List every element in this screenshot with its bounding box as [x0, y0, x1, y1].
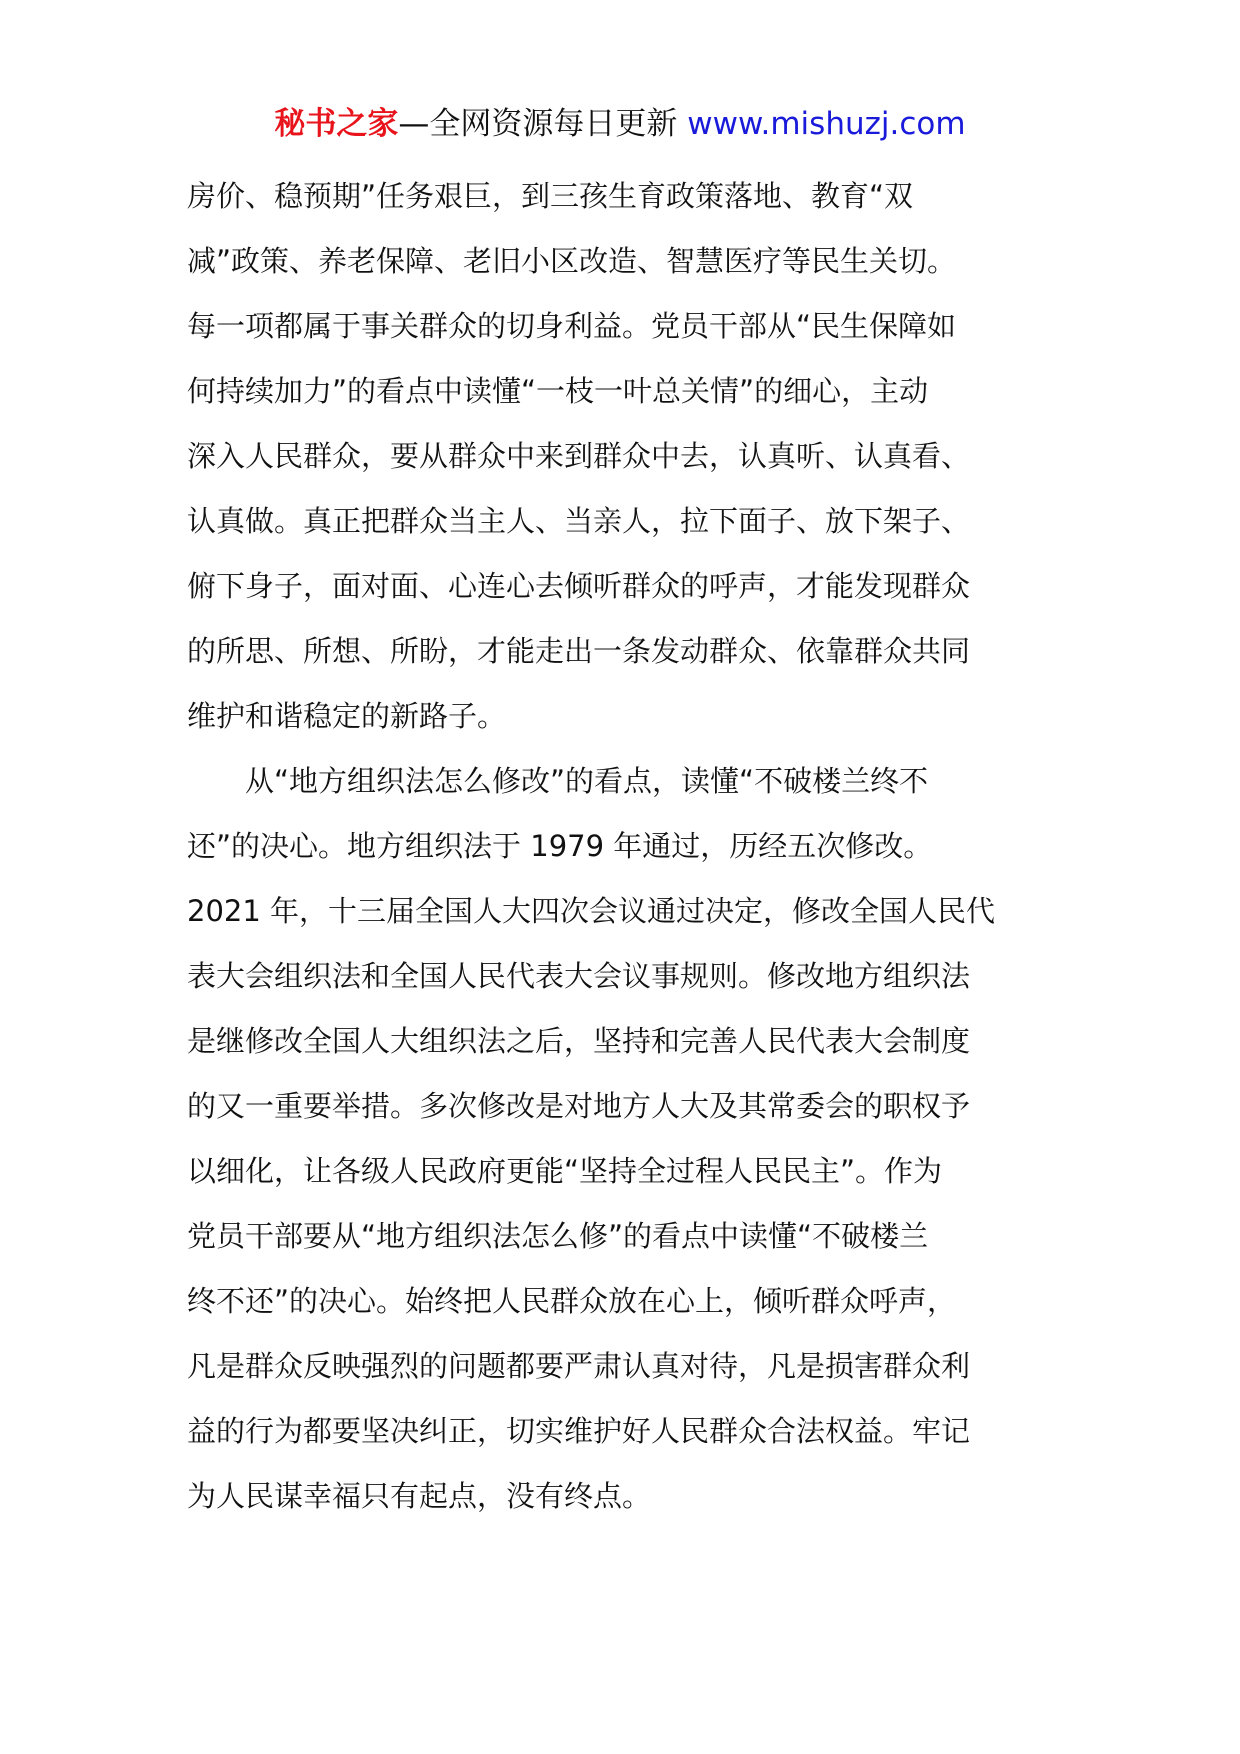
- text-line: 维护和谐稳定的新路子。: [187, 699, 507, 733]
- site-url-link[interactable]: www.mishuzj.com: [687, 106, 966, 142]
- text-line: 俯下身子，面对面、心连心去倾听群众的呼声，才能发现群众: [187, 569, 971, 603]
- text-line: 党员干部要从“地方组织法怎么修”的看点中读懂“不破楼兰: [187, 1219, 929, 1253]
- header-tagline: —全网资源每日更新: [398, 106, 678, 142]
- page-header: [0, 100, 1240, 148]
- text-line: 2021 年，十三届全国人大四次会议通过决定，修改全国人民代: [187, 894, 996, 928]
- text-line: 还”的决心。地方组织法于 1979 年通过，历经五次修改。: [187, 829, 933, 863]
- text-line: 是继修改全国人大组织法之后，坚持和完善人民代表大会制度: [187, 1024, 971, 1058]
- text-line: 凡是群众反映强烈的问题都要严肃认真对待，凡是损害群众利: [187, 1349, 971, 1383]
- text-line: 的所思、所想、所盼，才能走出一条发动群众、依靠群众共同: [187, 634, 971, 668]
- text-line: 为人民谋幸福只有起点，没有终点。: [187, 1479, 652, 1513]
- text-line: 每一项都属于事关群众的切身利益。党员干部从“民生保障如: [187, 309, 957, 343]
- text-line: 的又一重要举措。多次修改是对地方人大及其常委会的职权予: [187, 1089, 971, 1123]
- text-line: 何持续加力”的看点中读懂“一枝一叶总关情”的细心，主动: [187, 374, 929, 408]
- brand-name: 秘书之家: [274, 106, 399, 142]
- text-line: 以细化，让各级人民政府更能“坚持全过程人民民主”。作为: [187, 1154, 943, 1188]
- text-line: 益的行为都要坚决纠正，切实维护好人民群众合法权益。牢记: [187, 1414, 971, 1448]
- text-line: 房价、稳预期”任务艰巨，到三孩生育政策落地、教育“双: [187, 179, 914, 213]
- document-body: [187, 164, 1057, 1529]
- text-line: 深入人民群众，要从群众中来到群众中去，认真听、认真看、: [187, 439, 971, 473]
- text-line: 减”政策、养老保障、老旧小区改造、智慧医疗等民生关切。: [187, 244, 957, 278]
- text-line: 表大会组织法和全国人民代表大会议事规则。修改地方组织法: [187, 959, 971, 993]
- text-line: 认真做。真正把群众当主人、当亲人，拉下面子、放下架子、: [187, 504, 971, 538]
- text-line: 终不还”的决心。始终把人民群众放在心上，倾听群众呼声，: [187, 1284, 957, 1318]
- paragraph-start-line: 从“地方组织法怎么修改”的看点，读懂“不破楼兰终不: [245, 764, 929, 798]
